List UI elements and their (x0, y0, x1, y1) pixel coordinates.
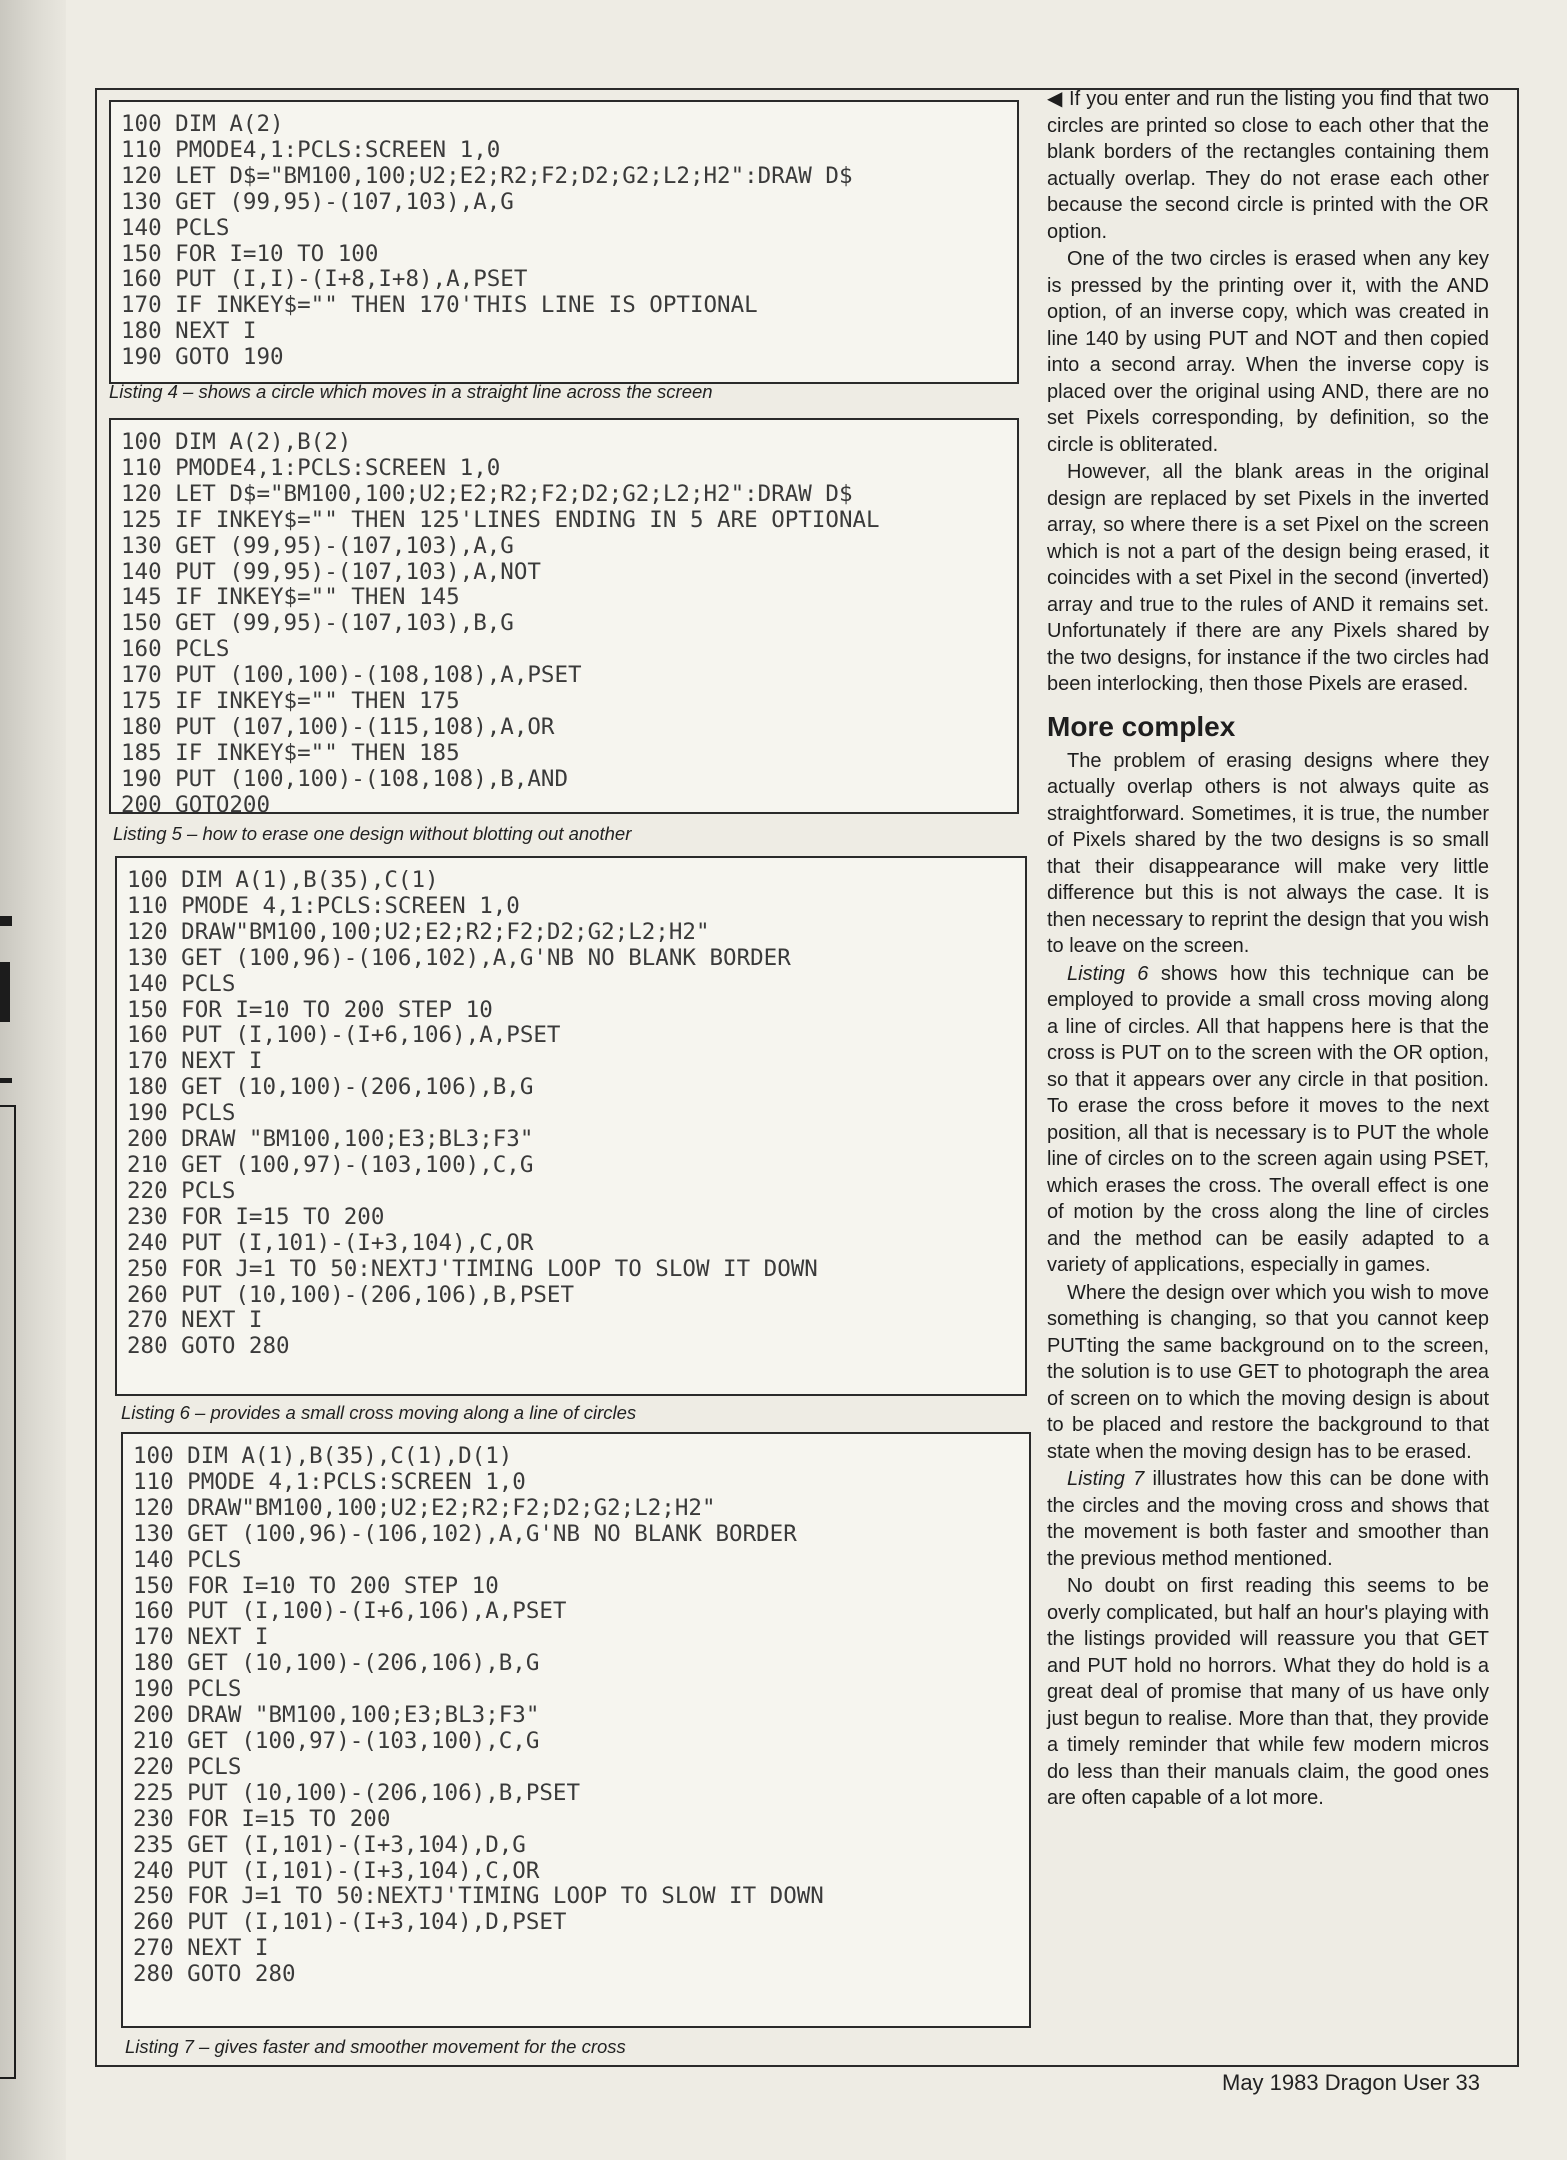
code-line: 250 FOR J=1 TO 50:NEXTJ'TIMING LOOP TO SLOW IT DOWN (133, 1883, 824, 1910)
listing-5-caption: Listing 5 – how to erase one design without blotting out another (113, 823, 632, 844)
binding-mark (0, 916, 12, 926)
code-line: 220 PCLS (127, 1177, 236, 1204)
code-line: 170 PUT (100,100)-(108,108),A,PSET (121, 662, 582, 689)
code-line: 100 DIM A(1),B(35),C(1) (127, 867, 439, 893)
code-line: 150 GET (99,95)-(107,103),B,G (121, 610, 514, 637)
code-line: 130 GET (100,96)-(106,102),A,G'NB NO BLANK BORDER (127, 944, 791, 971)
code-line: 110 PMODE4,1:PCLS:SCREEN 1,0 (121, 454, 501, 481)
article-paragraph: Listing 6 shows how this technique can be employed to provide a small cross moving along a line of circles. All that happens here is that the cross is PUT on to the screen with the OR option, so that it appears over any circle in that position. To erase the cross before it moves to the next position, all that is necessary is to PUT the whole line of circles on to the screen again using PSET, which erases the cross. The overall effect is one of motion by the cross along the line of circles and the method can be easily adapted to a variety of applications, especially in games. (1047, 962, 1489, 1276)
code-line: 160 PUT (I,I)-(I+8,I+8),A,PSET (121, 266, 528, 293)
code-line: 150 FOR I=10 TO 200 STEP 10 (127, 996, 493, 1023)
code-line: 170 NEXT I (127, 1048, 263, 1075)
code-line: 180 NEXT I (121, 318, 257, 345)
code-line: 110 PMODE 4,1:PCLS:SCREEN 1,0 (133, 1468, 526, 1495)
code-line: 160 PCLS (121, 636, 230, 663)
code-line: 110 PMODE 4,1:PCLS:SCREEN 1,0 (127, 892, 520, 919)
code-line: 190 PCLS (133, 1676, 242, 1703)
code-line: 170 IF INKEY$="" THEN 170'THIS LINE IS OPTIONAL (121, 292, 758, 319)
code-line: 150 FOR I=10 TO 100 (121, 240, 379, 267)
code-line: 200 GOTO200 (121, 791, 271, 818)
code-line: 100 DIM A(2) (121, 111, 284, 137)
code-line: 180 GET (10,100)-(206,106),B,G (133, 1650, 540, 1677)
code-line: 140 PUT (99,95)-(107,103),A,NOT (121, 558, 541, 585)
code-line: 235 GET (I,101)-(I+3,104),D,G (133, 1831, 526, 1858)
code-line: 190 PUT (100,100)-(108,108),B,AND (121, 765, 569, 792)
arrow-left-icon: ◀ (1047, 88, 1063, 110)
code-line: 110 PMODE4,1:PCLS:SCREEN 1,0 (121, 136, 501, 163)
code-line: 140 PCLS (133, 1546, 242, 1573)
section-heading: More complex (1047, 710, 1236, 742)
code-line: 120 DRAW"BM100,100;U2;E2;R2;F2;D2;G2;L2;H2" (133, 1494, 716, 1521)
article-paragraph: Where the design over which you wish to move something is changing, so that you cannot keep PUTting the same background on to the screen, the solution is to use GET to photograph the area of screen on to which the moving design is about to be placed and restore the background to that state when the moving design has to be erased. (1047, 1281, 1489, 1463)
code-line: 230 FOR I=15 TO 200 (133, 1805, 391, 1832)
article-paragraph: One of the two circles is erased when any key is pressed by the printing over it, with the AND option, of an inverse copy, which was created in line 140 by using PUT and NOT and then copied into a second array. When the inverse copy is placed over the original using AND, there are no set Pixels corresponding, by definition, so the circle is obliterated. (1047, 248, 1489, 456)
code-line: 210 GET (100,97)-(103,100),C,G (127, 1151, 534, 1178)
page-footer: May 1983 Dragon User 33 (1222, 2070, 1481, 2095)
article-column (1047, 86, 1489, 1813)
code-line: 270 NEXT I (127, 1307, 263, 1334)
code-line: 230 FOR I=15 TO 200 (127, 1203, 385, 1230)
code-line: 120 LET D$="BM100,100;U2;E2;R2;F2;D2;G2;L2;H2":DRAW D$ (121, 480, 853, 507)
binding-mark (0, 1078, 12, 1083)
listing-7-caption: Listing 7 – gives faster and smoother movement for the cross (125, 2036, 626, 2057)
code-line: 225 PUT (10,100)-(206,106),B,PSET (133, 1779, 581, 1806)
listing-6-code (115, 856, 1027, 1396)
code-line: 240 PUT (I,101)-(I+3,104),C,OR (127, 1229, 534, 1256)
listing-4-caption: Listing 4 – shows a circle which moves in a straight line across the screen (109, 381, 713, 402)
article-paragraph: The problem of erasing designs where they actually overlap others is not always quite as straightforward. Sometimes, it is true, the number of Pixels shared by the two designs is so small that their disappearance will make very little difference but this is not always the case. It is then necessary to reprint the design that you wish to leave on the screen. (1047, 749, 1489, 957)
listing-7-code (121, 1432, 1031, 2028)
code-line: 140 PCLS (121, 214, 230, 241)
code-line: 130 GET (99,95)-(107,103),A,G (121, 188, 514, 215)
code-line: 185 IF INKEY$="" THEN 185 (121, 739, 460, 766)
code-line: 220 PCLS (133, 1753, 242, 1780)
code-line: 200 DRAW "BM100,100;E3;BL3;F3" (133, 1702, 540, 1729)
code-line: 260 PUT (I,101)-(I+3,104),D,PSET (133, 1909, 567, 1936)
article-paragraph: Listing 7 illustrates how this can be done with the circles and the moving cross and shows that the movement is both faster and smoother than the previous method mentioned. (1047, 1468, 1489, 1570)
code-line: 120 LET D$="BM100,100;U2;E2;R2;F2;D2;G2;L2;H2":DRAW D$ (121, 162, 853, 189)
code-line: 210 GET (100,97)-(103,100),C,G (133, 1727, 540, 1754)
code-line: 125 IF INKEY$="" THEN 125'LINES ENDING IN 5 ARE OPTIONAL (121, 506, 880, 533)
code-line: 260 PUT (10,100)-(206,106),B,PSET (127, 1281, 575, 1308)
code-line: 120 DRAW"BM100,100;U2;E2;R2;F2;D2;G2;L2;H2" (127, 918, 710, 945)
code-line: 180 PUT (107,100)-(115,108),A,OR (121, 713, 555, 740)
code-line: 160 PUT (I,100)-(I+6,106),A,PSET (127, 1022, 561, 1049)
code-line: 280 GOTO 280 (127, 1333, 290, 1360)
code-line: 145 IF INKEY$="" THEN 145 (121, 584, 460, 611)
listing-6-caption: Listing 6 – provides a small cross moving along a line of circles (121, 1402, 637, 1423)
listing-4-code (109, 100, 1019, 384)
code-line: 130 GET (100,96)-(106,102),A,G'NB NO BLANK BORDER (133, 1520, 797, 1547)
code-line: 270 NEXT I (133, 1935, 269, 1962)
code-line: 130 GET (99,95)-(107,103),A,G (121, 532, 514, 559)
code-line: 160 PUT (I,100)-(I+6,106),A,PSET (133, 1598, 567, 1625)
article-paragraph: No doubt on first reading this seems to be overly complicated, but half an hour's playing with the listings provided will reassure you that GET and PUT hold no horrors. What they do hold is a great deal of promise that many of us have only just begun to realise. More than that, they provide a timely reminder that while few modern micros do less than their manuals claim, the good ones are often capable of a lot more. (1047, 1575, 1489, 1809)
code-line: 150 FOR I=10 TO 200 STEP 10 (133, 1572, 499, 1599)
code-line: 175 IF INKEY$="" THEN 175 (121, 688, 460, 715)
code-line: 190 PCLS (127, 1100, 236, 1127)
code-line: 180 GET (10,100)-(206,106),B,G (127, 1074, 534, 1101)
code-line: 100 DIM A(1),B(35),C(1),D(1) (133, 1443, 513, 1469)
code-line: 240 PUT (I,101)-(I+3,104),C,OR (133, 1857, 540, 1884)
code-line: 250 FOR J=1 TO 50:NEXTJ'TIMING LOOP TO SLOW IT DOWN (127, 1255, 818, 1282)
binding-frame (0, 1105, 16, 2079)
article-paragraph: ◀ If you enter and run the listing you find that two circles are printed so close to each other that the blank borders of the rectangles containing them actually overlap. They do not erase each other because the second circle is printed with the OR option. (1047, 88, 1489, 243)
code-line: 190 GOTO 190 (121, 344, 284, 371)
article-paragraph: However, all the blank areas in the original design are replaced by set Pixels in the inverted array, so where there is a set Pixel on the screen which is not a part of the design being erased, it coincides with a set Pixel in the second (inverted) array and true to the rules of AND it remains set. Unfortunately if there are any Pixels shared by the two designs, for instance if the two circles had been interlocking, then those Pixels are erased. (1047, 461, 1489, 695)
code-line: 100 DIM A(2),B(2) (121, 429, 352, 455)
listing-5-code (109, 418, 1019, 818)
code-line: 280 GOTO 280 (133, 1961, 296, 1988)
binding-mark (0, 962, 10, 1022)
code-line: 170 NEXT I (133, 1624, 269, 1651)
code-line: 200 DRAW "BM100,100;E3;BL3;F3" (127, 1126, 534, 1153)
code-line: 140 PCLS (127, 970, 236, 997)
